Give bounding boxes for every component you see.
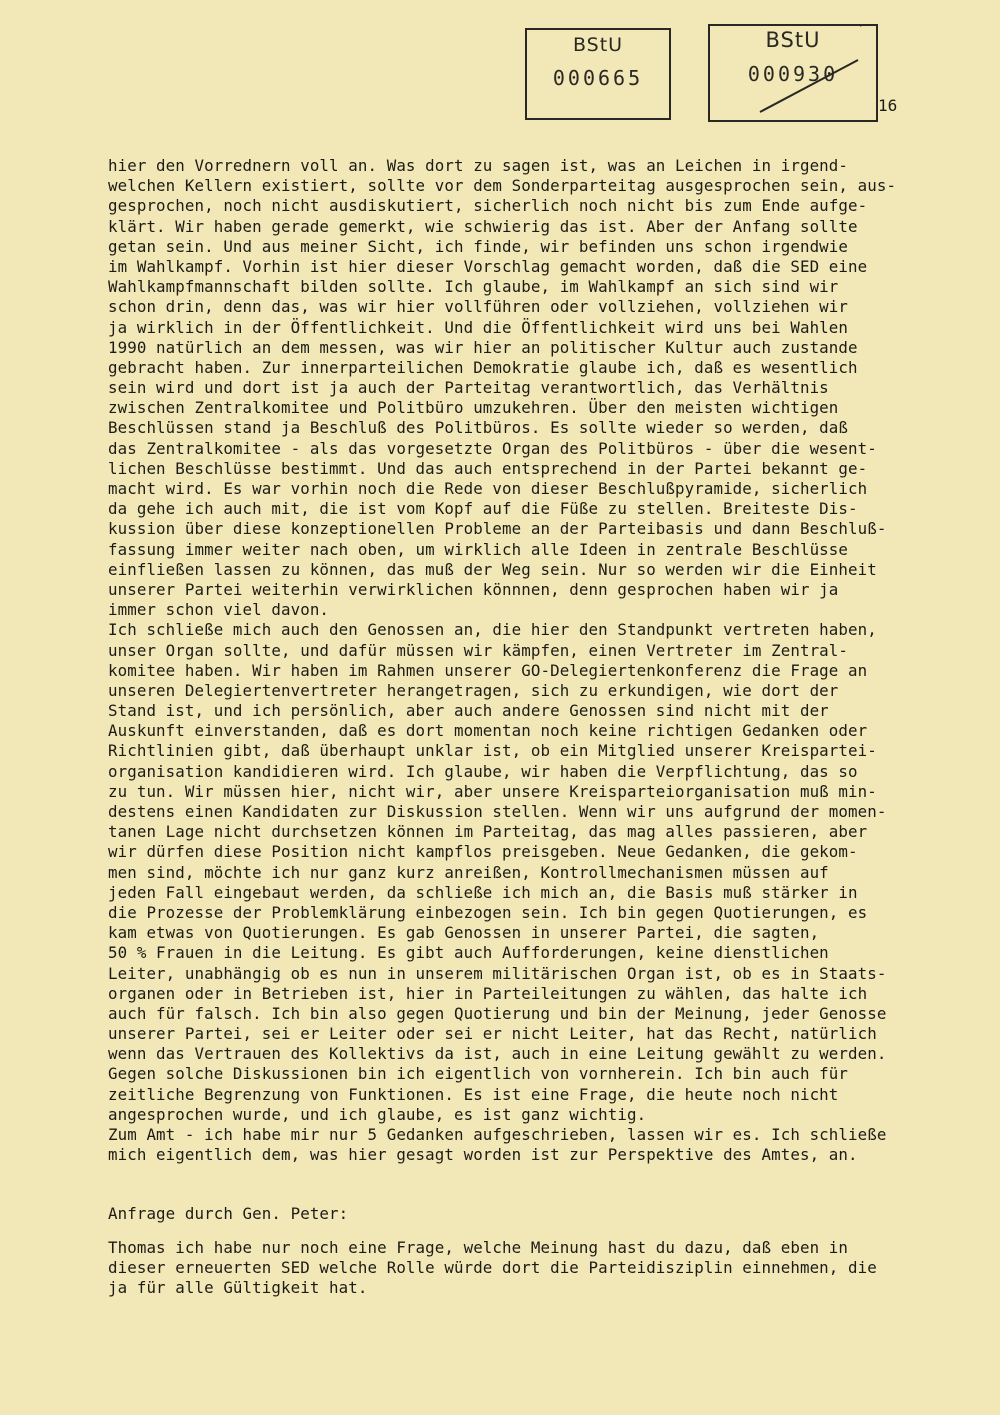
- stamp-number: 000665: [552, 66, 644, 90]
- text-line: organisation kandidieren wird. Ich glaube, wir haben die Verpflichtung, das so: [108, 761, 858, 781]
- text-line: Beschlüssen stand ja Beschluß des Politbüros. Es sollte wieder so werden, daß: [108, 418, 849, 438]
- text-line: unserer Partei, sei er Leiter oder sei er nicht Leiter, hat das Recht, natürlich: [108, 1024, 877, 1044]
- text-line: schon drin, denn das, was wir hier vollführen oder vollziehen, vollziehen wir: [108, 297, 849, 317]
- text-line: auch für falsch. Ich bin also gegen Quotierung und bin der Meinung, jeder Genosse: [108, 1003, 887, 1023]
- text-line: Auskunft einverstanden, daß es dort momentan noch keine richtigen Gedanken oder: [108, 721, 868, 741]
- text-line: kam etwas von Quotierungen. Es gab Genossen in unserer Partei, die sagten,: [108, 923, 820, 943]
- text-line: hier den Vorrednern voll an. Was dort zu sagen ist, was an Leichen in irgend-: [108, 156, 849, 175]
- text-line: jeden Fall eingebaut werden, da schließe ich mich an, die Basis muß stärker in: [108, 882, 858, 902]
- text-line: 1990 natürlich an dem messen, was wir hier an politischer Kultur auch zustande: [108, 337, 858, 357]
- text-line: im Wahlkampf. Vorhin ist hier dieser Vorschlag gemacht worden, daß die SED eine: [108, 256, 868, 276]
- text-line: zu tun. Wir müssen hier, nicht wir, aber unsere Kreisparteiorganisation muß min-: [108, 781, 877, 801]
- text-line: ja wirklich in der Öffentlichkeit. Und die Öffentlichkeit wird uns bei Wahlen: [108, 317, 849, 337]
- text-line: unserer Partei weiterhin verwirklichen könnnen, denn gesprochen haben wir ja: [108, 579, 839, 599]
- text-line: Wahlkampfmannschaft bilden sollte. Ich glaube, im Wahlkampf an sich sind wir: [108, 277, 839, 297]
- text-line: Ich schließe mich auch den Genossen an, die hier den Standpunkt vertreten haben,: [108, 620, 877, 640]
- text-line: klärt. Wir haben gerade gemerkt, wie schwierig das ist. Aber der Anfang sollte: [108, 216, 858, 236]
- strike-through-line: [710, 26, 876, 120]
- archive-stamp-1: [525, 28, 671, 120]
- text-line: gebracht haben. Zur innerparteilichen Demokratie glaube ich, daß es wesentlich: [108, 357, 858, 377]
- text-line: welchen Kellern existiert, sollte vor dem Sonderparteitag ausgesprochen sein, aus-: [108, 176, 897, 196]
- text-line: immer schon viel davon.: [108, 600, 330, 620]
- text-line: getan sein. Und aus meiner Sicht, ich finde, wir befinden uns schon irgendwie: [108, 236, 849, 256]
- text-line: men sind, möchte ich nur ganz kurz anreißen, Kontrollmechanismen müssen auf: [108, 862, 829, 882]
- text-line: wenn das Vertrauen des Kollektivs da ist, auch in eine Leitung gewählt zu werden.: [108, 1044, 887, 1064]
- page-number: 16: [878, 96, 898, 115]
- text-line: unser Organ sollte, und dafür müssen wir kämpfen, einen Vertreter im Zentral-: [108, 640, 849, 660]
- text-line: organen oder in Betrieben ist, hier in Parteileitungen zu wählen, das halte ich: [108, 983, 868, 1003]
- text-line: komitee haben. Wir haben im Rahmen unserer GO-Delegiertenkonferenz die Frage an: [108, 660, 868, 680]
- text-line: lichen Beschlüsse bestimmt. Und das auch entsprechend in der Partei bekannt ge-: [108, 458, 868, 478]
- question-heading: [108, 1204, 938, 1224]
- text-line: fassung immer weiter nach oben, um wirklich alle Ideen in zentrale Beschlüsse: [108, 539, 849, 559]
- text-line: wir dürfen diese Position nicht kampflos preisgeben. Neue Gedanken, die gekom-: [108, 842, 858, 862]
- text-line: 50 % Frauen in die Leitung. Es gibt auch Aufforderungen, keine dienstlichen: [108, 943, 829, 963]
- stamp-label: BStU: [765, 28, 821, 52]
- archive-stamp-2: [708, 24, 878, 122]
- text-line: unseren Delegiertenvertreter herangetragen, sich zu erkundigen, wie dort der: [108, 680, 839, 700]
- text-line: da gehe ich auch mit, die ist vom Kopf auf die Füße zu stellen. Breiteste Dis-: [108, 499, 858, 519]
- text-line: kussion über diese konzeptionellen Probleme an der Parteibasis und dann Beschluß-: [108, 519, 887, 539]
- stamp-number: 000930: [747, 62, 839, 86]
- text-line: macht wird. Es war vorhin noch die Rede von dieser Beschlußpyramide, sicherlich: [108, 479, 868, 498]
- text-line: mich eigentlich dem, was hier gesagt worden ist zur Perspektive des Amtes, an.: [108, 1145, 858, 1165]
- text-line: zeitliche Begrenzung von Funktionen. Es ist eine Frage, die heute noch nicht: [108, 1084, 839, 1104]
- text-line: Richtlinien gibt, daß überhaupt unklar ist, ob ein Mitglied unserer Kreispartei-: [108, 741, 877, 761]
- text-line: ja für alle Gültigkeit hat.: [108, 1278, 368, 1298]
- text-line: dieser erneuerten SED welche Rolle würde dort die Parteidisziplin einnehmen, die: [108, 1258, 877, 1278]
- text-line: tanen Lage nicht durchsetzen können im Parteitag, das mag alles passieren, aber: [108, 822, 868, 842]
- text-line: gesprochen, noch nicht ausdiskutiert, sicherlich noch nicht bis zum Ende aufge-: [108, 196, 868, 216]
- text-line: angesprochen wurde, und ich glaube, es ist ganz wichtig.: [108, 1104, 647, 1124]
- text-line: die Prozesse der Problemklärung einbezogen sein. Ich bin gegen Quotierungen, es: [108, 902, 868, 922]
- statement-body: [108, 156, 938, 1165]
- text-line: zwischen Zentralkomitee und Politbüro umzukehren. Über den meisten wichtigen: [108, 398, 839, 418]
- stamp-label: BStU: [572, 34, 624, 56]
- text-line: destens einen Kandidaten zur Diskussion stellen. Wenn wir uns aufgrund der momen-: [108, 802, 887, 821]
- question-heading-text: Anfrage durch Gen. Peter:: [108, 1204, 349, 1223]
- text-line: Gegen solche Diskussionen bin ich eigentlich von vornherein. Ich bin auch für: [108, 1064, 849, 1084]
- text-line: Stand ist, und ich persönlich, aber auch andere Genossen sind nicht mit der: [108, 701, 829, 721]
- text-line: Thomas ich habe nur noch eine Frage, welche Meinung hast du dazu, daß eben in: [108, 1238, 849, 1257]
- text-line: Zum Amt - ich habe mir nur 5 Gedanken aufgeschrieben, lassen wir es. Ich schließe: [108, 1125, 887, 1144]
- text-line: sein wird und dort ist ja auch der Parteitag verantwortlich, das Verhältnis: [108, 378, 829, 398]
- text-line: Leiter, unabhängig ob es nun in unserem militärischen Organ ist, ob es in Staats-: [108, 963, 887, 983]
- question-body: [108, 1238, 938, 1299]
- text-line: das Zentralkomitee - als das vorgesetzte Organ des Politbüros - über die wesent-: [108, 438, 877, 458]
- text-line: einfließen lassen zu können, das muß der Weg sein. Nur so werden wir die Einheit: [108, 559, 877, 579]
